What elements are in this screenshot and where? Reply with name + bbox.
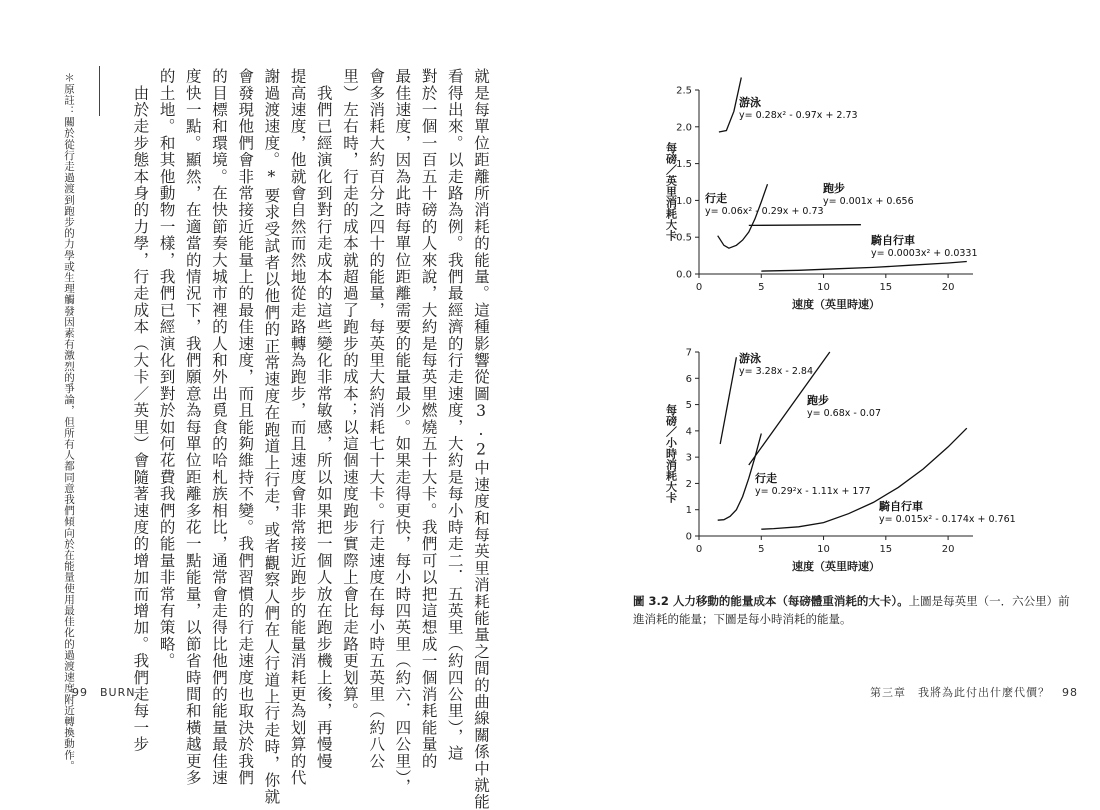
y-tick-label: 0.0: [676, 269, 692, 281]
text-column: 由於走步態本身的力學，行走成本（大卡／英里）會隨著速度的增加而增加。我們走每一步: [131, 68, 150, 753]
series-line-游泳: [720, 357, 736, 444]
text-column: 謝過渡速度。*要求受試者以他們的正常速度在跑道上行走，或者觀察人們在人行道上行走時，你就: [262, 68, 281, 806]
x-tick-label: 5: [758, 282, 765, 293]
y-tick-label: 2.5: [676, 85, 692, 97]
x-tick-label: 5: [758, 544, 765, 555]
series-equation-label: y= 0.06x² - 0.29x + 0.73: [705, 206, 824, 217]
text-column: 的土地。和其他動物一樣，我們已經演化到對於如何花費我們的能量非常有策略。: [157, 68, 176, 670]
series-equation-label: y= 0.68x - 0.07: [807, 408, 881, 419]
series-name-label: 騎自行車: [871, 234, 915, 247]
x-axis-label: 速度（英里時速）: [792, 298, 880, 311]
series-name-label: 游泳: [739, 352, 761, 365]
series-name-label: 行走: [705, 192, 727, 205]
series-name-label: 跑步: [807, 394, 829, 407]
y-tick-label: 3: [685, 452, 692, 464]
footnote-rule: [99, 66, 100, 116]
text-column: 會發現他們會非常接近能量上的最佳速度，而且能夠維持不變。我們習慣的行走速度也取決於我們: [236, 68, 255, 787]
series-line-跑步: [749, 225, 861, 226]
footnote: [62, 72, 75, 772]
x-tick-label: 20: [941, 282, 955, 293]
series-equation-label: y= 0.29²x - 1.11x + 177: [755, 486, 871, 497]
y-tick-label: 1.0: [676, 195, 692, 207]
chart-energy-per-hour: [655, 340, 1016, 580]
text-column: 就是每單位距離所消耗的能量。這種影響從圖3.2中速度和每英里消耗能量之間的曲線關係中就能: [472, 68, 490, 810]
series-equation-label: y= 0.0003x² + 0.0331: [871, 248, 978, 259]
series-equation-label: y= 0.015x² - 0.174x + 0.761: [879, 514, 1016, 525]
y-axis-label: 每磅／小時消耗大卡: [664, 404, 678, 503]
text-column: 的目標和環境。在快節奏大城市裡的人和外出覓食的哈札族相比，通常會走得比他們的能量最佳速: [210, 68, 228, 787]
series-name-label: 騎自行車: [879, 500, 923, 513]
text-column: 里）左右時，行走的成本就超過了跑步的成本；以這個速度跑步實際上會比走路更划算。: [341, 68, 359, 720]
text-column: 看得出來。以走路為例。我們最經濟的行走速度，大約是每小時走二．五英里（約四公里），這: [445, 68, 464, 762]
text-column: 最佳速度，因為此時每單位距離需要的能量最少。如果走得更快，每小時四英里（約六．四公里），: [393, 68, 412, 796]
y-tick-label: 2.0: [676, 122, 692, 134]
series-equation-label: y= 3.28x - 2.84: [739, 366, 813, 377]
figure-caption: [633, 592, 1073, 628]
x-tick-label: 15: [879, 282, 893, 293]
y-tick-label: 0: [685, 531, 692, 543]
y-tick-label: 4: [685, 426, 692, 438]
y-tick-label: 7: [685, 347, 692, 359]
text-column: 度快一點。顯然，在適當的情況下，我們願意為每單位距離多花一點能量，以節省時間和橫越更多: [183, 68, 202, 787]
y-tick-label: 0.5: [676, 232, 692, 244]
x-tick-label: 10: [817, 544, 830, 555]
y-tick-label: 6: [685, 373, 692, 385]
y-axis-label: 每磅／英里消耗大卡: [664, 142, 678, 241]
y-tick-label: 1: [685, 505, 692, 517]
x-tick-label: 15: [879, 544, 893, 555]
chart-energy-per-mile: [655, 78, 995, 318]
x-tick-label: 0: [695, 544, 703, 555]
series-name-label: 跑步: [823, 182, 845, 195]
series-name-label: 游泳: [739, 96, 761, 109]
caption-rest: 上圖是每英里（一．六公里）前進消耗的能量；下圖是每小時消耗的能量。: [633, 594, 1070, 626]
y-tick-label: 1.5: [676, 159, 692, 171]
y-tick-label: 5: [685, 400, 692, 412]
text-column: 會多消耗大約百分之四十的能量，每英里大約消耗七十大卡。行走速度在每小時五英里（約八公: [367, 68, 386, 770]
text-column: 對於一個一百五十磅的人來說，大約是每英里燃燒五十大卡。我們可以把這想成一個消耗能量的: [419, 68, 438, 770]
text-column: 我們已經演化到對行走成本的這些變化非常敏感，所以如果把一個人放在跑步機上後，再慢慢: [314, 68, 333, 770]
x-tick-label: 10: [817, 282, 830, 293]
right-folio: 第三章 我將為此付出什麼代價？ 98: [870, 686, 1078, 699]
y-tick-label: 2: [685, 478, 692, 490]
series-line-騎自行車: [761, 262, 967, 272]
footnote-text: ＊原註：關於從行走過渡到跑步的力學或生理觸發因素有激烈的爭論，但所有人都同意我們傾向於在能量使用最佳化的過渡速度附近轉換動作。: [63, 72, 75, 772]
caption-bold: 圖 3.2 人力移動的能量成本（每磅體重消耗的大卡）。: [633, 594, 909, 608]
left-folio: 99 BURN: [72, 686, 136, 699]
x-tick-label: 20: [941, 544, 955, 555]
series-equation-label: y= 0.001x + 0.656: [823, 196, 914, 207]
series-name-label: 行走: [755, 472, 777, 485]
series-equation-label: y= 0.28x² - 0.97x + 2.73: [739, 110, 858, 121]
series-line-游泳: [719, 78, 741, 133]
text-column: 提高速度，他就會自然而然地從走路轉為跑步，而且速度會非常接近跑步的能量消耗更為划算的代: [288, 68, 307, 787]
x-axis-label: 速度（英里時速）: [792, 560, 880, 573]
x-tick-label: 0: [695, 282, 703, 293]
